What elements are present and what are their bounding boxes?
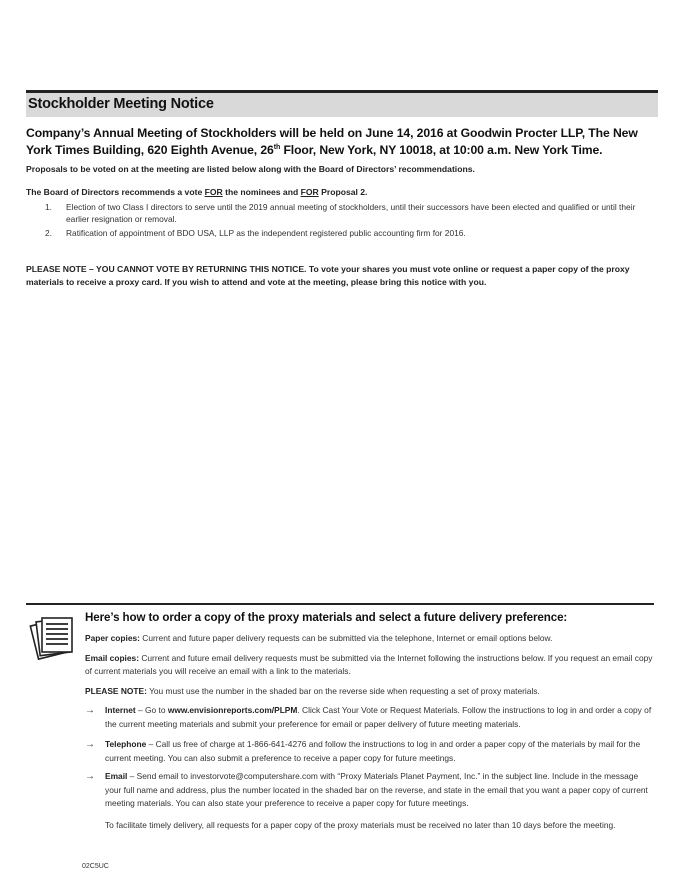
- internet-text-pre: – Go to: [135, 705, 168, 715]
- section-divider: [26, 603, 654, 605]
- email-text: – Send email to investorvote@computershare.com with “Proxy Materials Planet Payment, Inc.” in the subject line. Include in the message your full name and address, plus the number located in the shaded bar on the reverse, and state in the email that you want a paper copy of current meeting materials. You can also state your preference to receive a paper copy for future meetings.: [105, 771, 648, 808]
- section-header: [26, 93, 658, 117]
- paper-copies-label: Paper copies:: [85, 633, 140, 643]
- timely-delivery-note: To facilitate timely delivery, all requests for a paper copy of the proxy materials must be received no later than 10 days before the meeting.: [105, 820, 616, 830]
- proposal-list: [45, 201, 657, 241]
- paper-copies-note: [85, 632, 655, 645]
- proposals-intro: Proposals to be voted on at the meeting are listed below along with the Board of Directors’ recommendations.: [26, 164, 475, 174]
- please-note-voting: PLEASE NOTE – YOU CANNOT VOTE BY RETURNING THIS NOTICE. To vote your shares you must vote online or request a paper copy of the proxy materials to receive a proxy card. If you wish to attend and vote at the meeting, please bring this notice with you.: [26, 264, 630, 287]
- meeting-text-post: Floor, New York, NY 10018, at 10:00 a.m. New York Time.: [280, 142, 603, 157]
- telephone-text: – Call us free of charge at 1-866-641-4276 and follow the instructions to log in and order a paper copy of the materials by mail for the current meeting. You can also submit a preference to receive a paper copy for future meetings.: [105, 739, 641, 763]
- board-text-mid: the nominees and: [222, 187, 301, 197]
- board-text-pre: The Board of Directors recommends a vote: [26, 187, 205, 197]
- page-title: Stockholder Meeting Notice: [28, 96, 214, 112]
- documents-stack-icon: [28, 612, 78, 662]
- arrow-right-icon: →: [85, 771, 95, 782]
- document-code: 02C5UC: [82, 863, 109, 870]
- meeting-floor-suffix: th: [273, 143, 281, 151]
- email-copies-label: Email copies:: [85, 653, 139, 663]
- howto-title: Here’s how to order a copy of the proxy materials and select a future delivery preference:: [85, 611, 568, 624]
- proposal-text: Ratification of appointment of BDO USA, LLP as the independent registered public accounting firm for 2016.: [66, 228, 466, 238]
- arrow-right-icon: →: [85, 705, 95, 716]
- meeting-text-pre: Company’s Annual Meeting of Stockholders will be held on June 14, 2016 at Goodwin Procter LLP, The New York Times Building, 620 Eighth Avenue, 26: [26, 126, 638, 157]
- email-copies-note: [85, 652, 655, 678]
- paper-copies-text: Current and future paper delivery requests can be submitted via the telephone, Internet or email options below.: [139, 633, 553, 643]
- proposal-item: [45, 227, 657, 239]
- board-recommendation: [26, 187, 658, 197]
- proposal-text: Election of two Class I directors to serve until the 2019 annual meeting of stockholders, until their successors have been elected and qualified or until their earlier resignation or removal.: [66, 202, 636, 224]
- telephone-option: [85, 738, 655, 768]
- email-option: [85, 770, 655, 814]
- proposal-item: [45, 201, 657, 225]
- internet-option: [85, 704, 655, 734]
- email-copies-text: Current and future email delivery requests must be submitted via the Internet following the instructions below. If you request an email copy of current materials you will receive an email with a link to the materials.: [85, 653, 653, 676]
- please-note-label: PLEASE NOTE:: [85, 686, 147, 696]
- proposal-number: 2.: [45, 228, 52, 238]
- board-for-2: FOR: [300, 187, 319, 197]
- email-label: Email: [105, 771, 128, 781]
- board-text-post: Proposal 2.: [318, 187, 368, 197]
- please-note-text: You must use the number in the shaded bar on the reverse side when requesting a set of proxy materials.: [146, 686, 540, 696]
- telephone-label: Telephone: [105, 739, 147, 749]
- board-for-1: FOR: [204, 187, 223, 197]
- internet-text-post: . Click Cast Your Vote or Request Materials. Follow the instructions to log in and order a copy of the current meeting materials and submit your preference for email or paper delivery of future meeting materials.: [105, 705, 652, 729]
- meeting-details: [26, 127, 658, 157]
- internet-label: Internet: [105, 705, 136, 715]
- internet-url-link[interactable]: www.envisionreports.com/PLPM: [167, 705, 298, 715]
- please-note-reverse: [85, 685, 655, 698]
- arrow-right-icon: →: [85, 739, 95, 750]
- proposal-number: 1.: [45, 202, 52, 212]
